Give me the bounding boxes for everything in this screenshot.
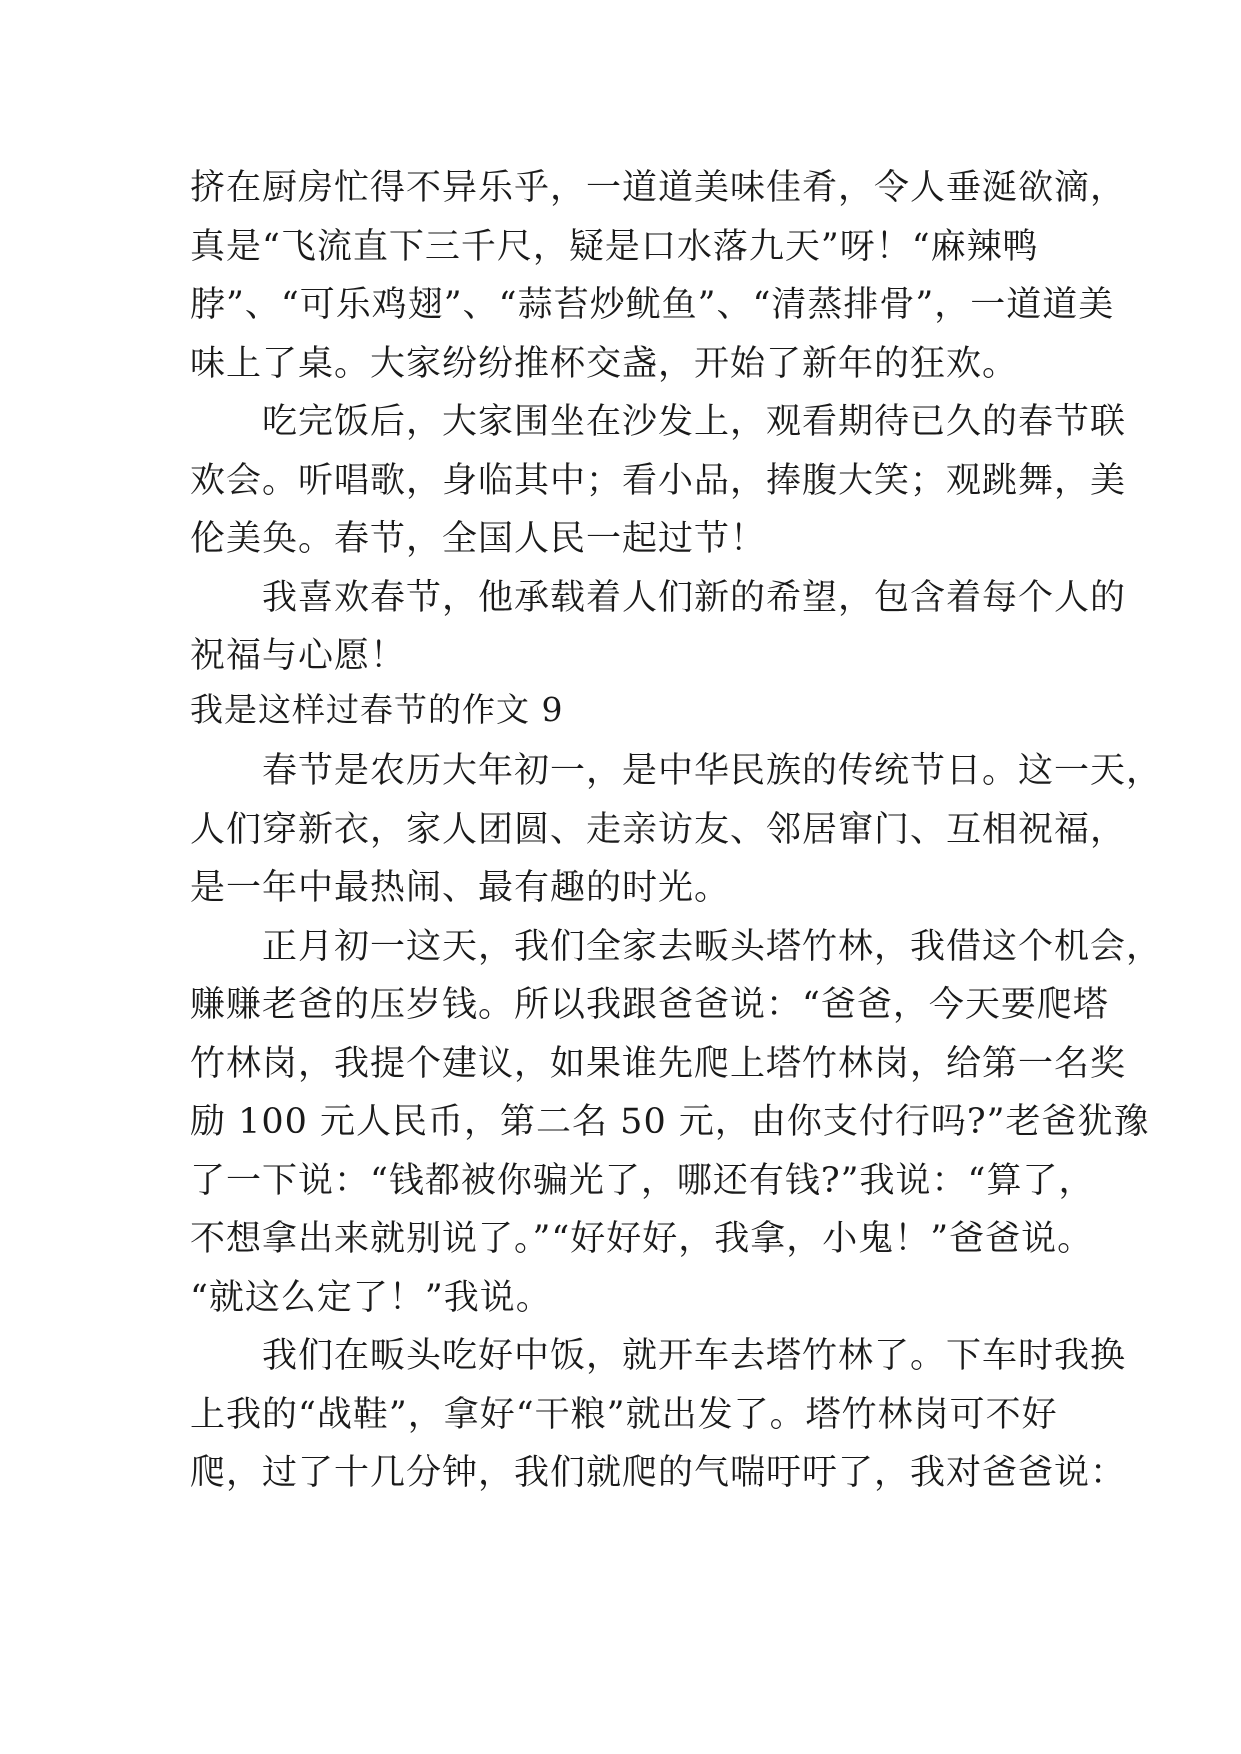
text-line: 挤在厨房忙得不异乐乎，一道道美味佳肴，令人垂涎欲滴， (190, 168, 1127, 208)
text-line: 是一年中最热闹、最有趣的时光。 (190, 868, 731, 908)
text-line: 人们穿新衣，家人团圆、走亲访友、邻居窜门、互相祝福， (190, 809, 1127, 850)
text-line: 味上了桌。大家纷纷推杯交盏，开始了新年的狂欢。 (190, 343, 1019, 384)
text-line: “就这么定了！”我说。 (190, 1277, 552, 1318)
essay-body (190, 742, 1163, 1503)
text-line: 欢会。听唱歌，身临其中；看小品，捧腹大笑；观跳舞，美 (190, 460, 1127, 501)
text-line: 真是“飞流直下三千尺，疑是口水落九天”呀！“麻辣鸭 (190, 226, 1039, 267)
text-line: 爬，过了十几分钟，我们就爬的气喘吁吁了，我对爸爸说： (190, 1453, 1127, 1493)
text-line: 励 100 元人民币，第二名 50 元，由你支付行吗?”老爸犹豫 (190, 1102, 1150, 1142)
text-line: 了一下说：“钱都被你骗光了，哪还有钱?”我说：“算了， (190, 1160, 1095, 1201)
text-line: 正月初一这天，我们全家去畈头塔竹林，我借这个机会， (190, 926, 1163, 967)
text-line: 不想拿出来就别说了。”“好好好，我拿，小鬼！”爸爸说。 (190, 1219, 1094, 1259)
essay-title: 我是这样过春节的作文 9 (190, 690, 564, 729)
text-line: 春节是农历大年初一，是中华民族的传统节日。这一天， (190, 751, 1163, 791)
text-line: 上我的“战鞋”，拿好“干粮”就出发了。塔竹林岗可不好 (190, 1394, 1058, 1435)
text-line: 脖”、“可乐鸡翅”、“蒜苔炒鱿鱼”、“清蒸排骨”，一道道美 (190, 285, 1115, 325)
text-line: 伦美奂。春节，全国人民一起过节！ (190, 519, 767, 559)
text-line: 吃完饭后，大家围坐在沙发上，观看期待已久的春节联 (190, 402, 1127, 442)
previous-essay-ending (190, 159, 1127, 686)
text-line: 赚赚老爸的压岁钱。所以我跟爸爸说：“爸爸，今天要爬塔 (190, 985, 1109, 1025)
text-line: 竹林岗，我提个建议，如果谁先爬上塔竹林岗，给第一名奖 (190, 1043, 1127, 1084)
text-line: 我们在畈头吃好中饭，就开车去塔竹林了。下车时我换 (190, 1336, 1127, 1376)
text-line: 祝福与心愿！ (190, 636, 407, 676)
text-line: 我喜欢春节，他承载着人们新的希望，包含着每个人的 (190, 577, 1127, 618)
